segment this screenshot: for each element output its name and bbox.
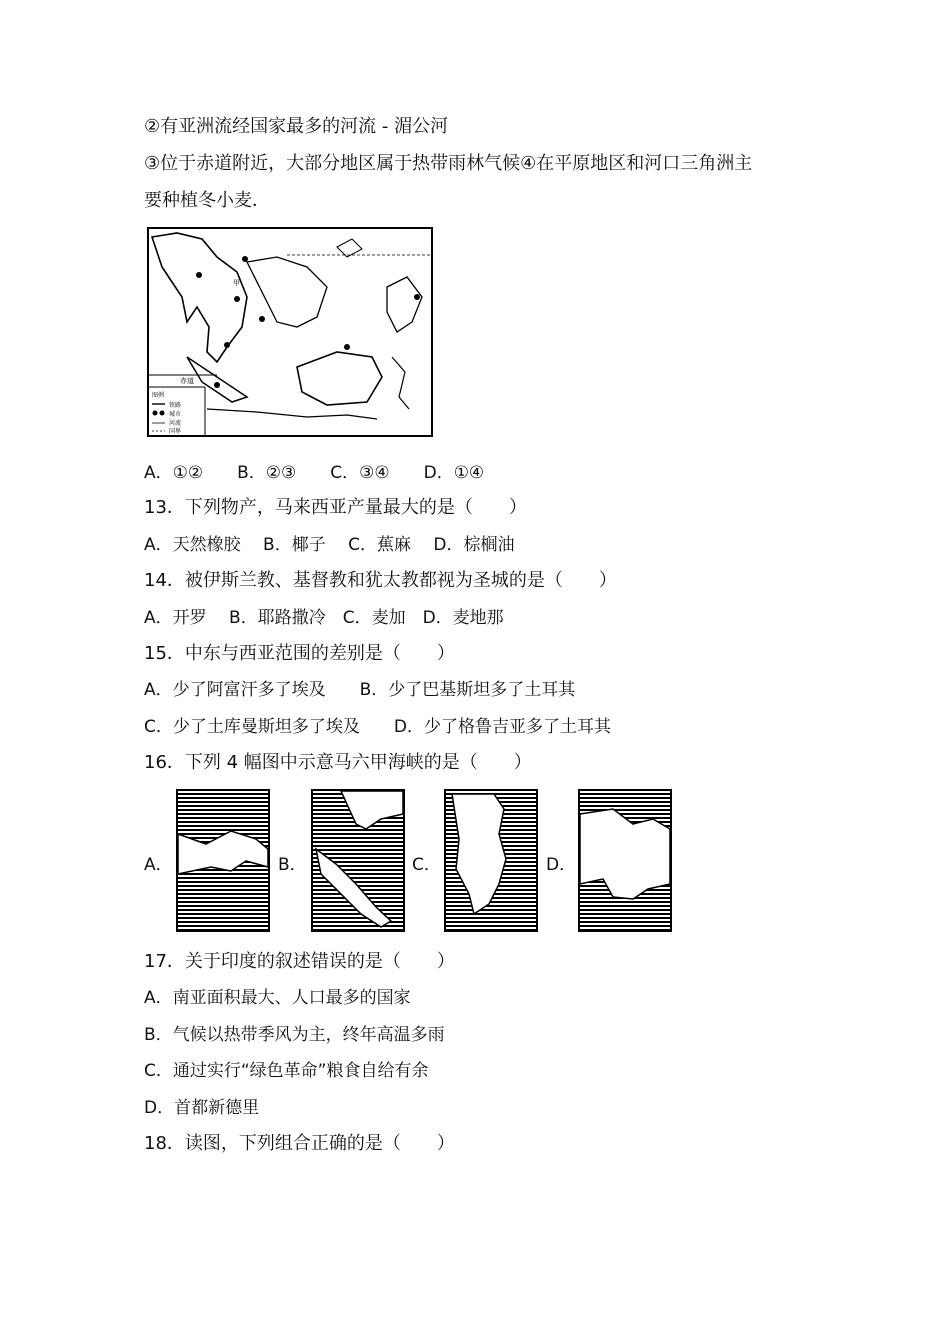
q17-option-b: B．气候以热带季风为主，终年高温多雨 xyxy=(144,1025,445,1045)
map-label-jia: 甲 xyxy=(233,279,240,287)
q13-options: A．天然橡胶 B．椰子 C．蕉麻 D．棕榈油 xyxy=(144,535,515,555)
q14-stem: 14．被伊斯兰教、基督教和犹太教都视为圣城的是（ ） xyxy=(144,570,617,591)
q16-label-c: C． xyxy=(412,855,441,875)
q15-options-ab: A．少了阿富汗多了埃及 B．少了巴基斯坦多了土耳其 xyxy=(144,680,576,700)
statement-2: ②有亚洲流经国家最多的河流 - 湄公河 xyxy=(144,116,449,137)
q17-option-d: D．首都新德里 xyxy=(144,1098,260,1118)
equator-label: 赤道 xyxy=(180,377,194,385)
statement-4-cont: 要种植冬小麦． xyxy=(144,190,270,211)
q16-stem: 16．下列 4 幅图中示意马六甲海峡的是（ ） xyxy=(144,752,532,773)
strait-figure-c xyxy=(444,789,538,932)
legend-border: 国界 xyxy=(169,428,182,435)
map-drawing xyxy=(147,227,433,437)
q15-options-cd: C．少了土库曼斯坦多了埃及 D．少了格鲁吉亚多了土耳其 xyxy=(144,717,611,737)
q13-stem: 13．下列物产，马来西亚产量最大的是（ ） xyxy=(144,497,527,518)
q16-label-d: D． xyxy=(546,855,577,875)
legend-river: 河流 xyxy=(169,420,182,427)
legend-city: 城市 xyxy=(169,411,182,418)
strait-figure-a xyxy=(176,789,270,932)
legend-rail: 铁路 xyxy=(169,402,182,409)
strait-figure-b xyxy=(311,789,405,932)
q18-stem: 18．读图，下列组合正确的是（ ） xyxy=(144,1133,455,1154)
southeast-asia-map xyxy=(147,227,433,437)
q15-stem: 15．中东与西亚范围的差别是（ ） xyxy=(144,643,455,664)
statement-3-4: ③位于赤道附近，大部分地区属于热带雨林气候④在平原地区和河口三角洲主 xyxy=(144,153,753,174)
q17-option-a: A．南亚面积最大、人口最多的国家 xyxy=(144,988,411,1008)
q14-options: A．开罗 B．耶路撒冷 C．麦加 D．麦地那 xyxy=(144,608,504,628)
strait-figure-d xyxy=(578,789,672,932)
q12-options: A．①② B．②③ C．③④ D．①④ xyxy=(144,463,485,483)
q17-option-c: C．通过实行“绿色革命”粮食自给有余 xyxy=(144,1061,429,1081)
q17-stem: 17．关于印度的叙述错误的是（ ） xyxy=(144,951,455,972)
q16-label-b: B． xyxy=(278,855,307,875)
q16-label-a: A． xyxy=(144,855,173,875)
legend-title: 图例 xyxy=(152,392,165,399)
